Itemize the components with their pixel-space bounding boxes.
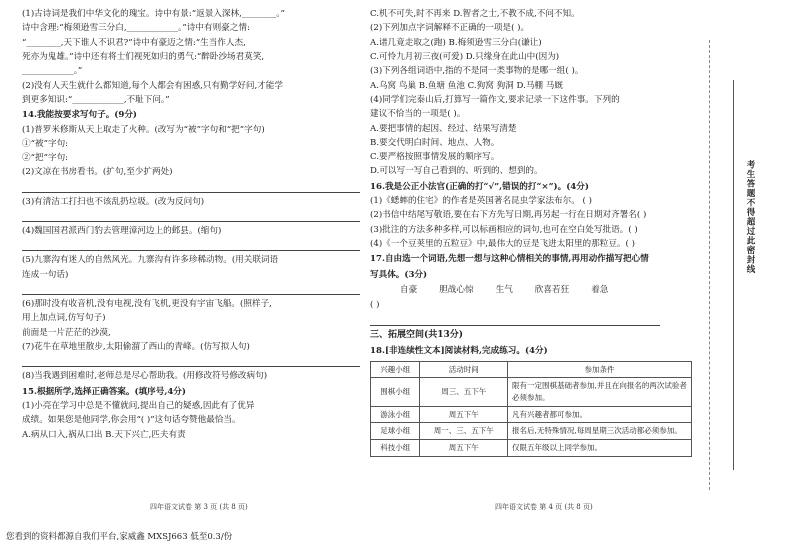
word-choice: 欣喜若狂 — [534, 284, 570, 295]
question-17-heading: 17.自由选一个词语,先想一想与这种心情相关的事情,再用动作描写把心情 — [370, 254, 649, 265]
right-column — [370, 8, 700, 457]
word-choice: 自豪 — [400, 284, 418, 295]
answer-options: C.机不可失,时不再来 D.智者之士,不教不成,不问不知。 — [370, 9, 580, 19]
table-cell: 科技小组 — [371, 439, 420, 456]
word-choice: 胆战心惊 — [439, 284, 474, 295]
sentence-item: (8)当我遇到困难时,老师总是尽心帮助我。(用修改符号修改病句) — [22, 371, 268, 382]
page-footer-left: 四年语文试卷 第 3 页 (共 8 页) — [150, 503, 248, 511]
table-cell: 周三、五下午 — [420, 378, 508, 406]
judgement-item: (3)批注的方法多种多样,可以标画相应的词句,也可在空白处写批语。( ) — [370, 224, 638, 235]
page-footer-right: 四年语文试卷 第 4 页 (共 8 页) — [495, 503, 593, 511]
seal-warning-text: 考生答题不得超过此密封线 — [745, 160, 755, 274]
table-cell: 仅限五年级以上同学参加。 — [508, 439, 692, 456]
table-cell: 游泳小组 — [371, 406, 420, 423]
table-cell: 周一、三、五下午 — [420, 423, 508, 440]
question-18-heading: 18.[非连续性文本]阅读材料,完成练习。(4分) — [370, 345, 548, 356]
question-16-heading: 16.我是公正小法官(正确的打“√”,错误的打“×”)。(4分) — [370, 181, 589, 192]
table-cell: 凡有兴趣者都可参加。 — [508, 406, 692, 423]
question-14-heading: 14.我能按要求写句子。(9分) — [22, 110, 138, 121]
text-line: 到更多知识:“____________,不耻下问。” — [22, 94, 170, 105]
sentence-item: ①“被”字句: — [22, 138, 69, 149]
binding-dashed-line — [709, 40, 710, 490]
table-row — [371, 439, 692, 456]
table-cell: 足球小组 — [371, 423, 420, 440]
question-15-heading: 15.根据所学,选择正确答案。(填序号,4分) — [22, 386, 186, 397]
question-17-heading-cont: 写具体。(3分) — [370, 269, 428, 280]
sentence-item: 用上加点词,仿写句子) — [22, 313, 106, 324]
text-line: ____________。” — [22, 66, 83, 77]
answer-options: B.要交代明白时间、地点、人物。 — [370, 137, 500, 148]
answer-blank[interactable] — [22, 210, 360, 222]
word-choice: 着急 — [591, 284, 609, 295]
sentence-item: (5)九寨沟有迷人的自然风光。九寨沟有许多珍稀动物。(用关联词语 — [22, 255, 279, 266]
table-row — [371, 423, 692, 440]
text-line: (3)下列各组词语中,指的不是同一类事物的是哪一组( )。 — [370, 66, 584, 77]
text-line: “________,天下谁人不识君?”诗中有豪迈之情:“生当作人杰, — [22, 37, 246, 48]
table-cell: 围棋小组 — [371, 378, 420, 406]
table-cell: 报名后,无特殊情况,每周星期三次活动都必须参加。 — [508, 423, 692, 440]
sentence-item: 连成一句话) — [22, 269, 69, 280]
table-header-row — [371, 361, 692, 378]
judgement-item: (1)《蟋蟀的住宅》的作者是英国著名昆虫学家法布尔。 ( ) — [370, 196, 592, 207]
sentence-item: (2)文凉在书房看书。(扩句,至少扩两处) — [22, 167, 173, 178]
answer-blank[interactable] — [22, 239, 360, 251]
answer-options: A.病从口入,祸从口出 B.天下兴亡,匹夫有责 — [22, 429, 186, 440]
text-line: 建议不恰当的一项是( )。 — [370, 109, 466, 120]
judgement-item: (4)《一个豆荚里的五粒豆》中,最伟大的豆是飞进太阳里的那粒豆。( ) — [370, 239, 635, 249]
text-line: (1)古诗词是我们中华文化的瑰宝。诗中有景:“返景入深林,________。” — [22, 9, 285, 19]
word-choice: 生气 — [495, 284, 513, 295]
sentence-item: (4)魏国国君派西门豹去管理漳河边上的邺县。(缩句) — [22, 226, 222, 237]
table-cell: 周五下午 — [420, 406, 508, 423]
text-line: 死亦为鬼雄。”诗中还有将士们视死如归的勇气:“醉卧沙场君莫笑, — [22, 51, 265, 62]
answer-options: A.乌窝 鸟巢 B.鱼塘 鱼池 C.狗窝 狗洞 D.马棚 马厩 — [370, 80, 563, 91]
word-choice-row — [370, 284, 700, 297]
word-answer-paren: ( ) — [370, 300, 380, 311]
sentence-item: 前面是一片茫茫的沙漠, — [22, 327, 111, 338]
table-cell: 限有一定围棋基础者参加,并且在向报名的两次试验者必须参加。 — [508, 378, 692, 406]
answer-options: C.可怜九月初三夜(可爱) D.只缘身在此山中(因为) — [370, 51, 560, 62]
text-line: (4)同学们完泰山后,打算写一篇作文,要求记录一下这件事。下列的 — [370, 94, 620, 105]
activity-table — [370, 361, 692, 457]
section-3-heading: 三、拓展空间(共13分) — [370, 329, 464, 340]
table-header-cell: 活动时间 — [420, 361, 508, 378]
table-row — [371, 378, 692, 406]
seal-line — [733, 80, 734, 470]
left-column — [22, 8, 360, 443]
answer-options: A.要把事情的起因、经过、结果写清楚 — [370, 123, 517, 134]
text-line: 诗中含理:“梅须逊雪三分白,____________。”诗中有则豪之情: — [22, 23, 250, 34]
text-line: 成绩。如果您是他同学,你会用“( )”这句话夸赞他最恰当。 — [22, 415, 241, 426]
sentence-item: ②“把”字句: — [22, 153, 69, 164]
sentence-item: (1)普罗米修斯从天上取走了火种。(改写为“被”字句和“把”字句) — [22, 124, 265, 135]
text-line: (2)没有人天生就什么都知道,每个人都会有困惑,只有勤学好问,才能学 — [22, 80, 283, 91]
sentence-item: (7)花牛在草地里散步,太阳偷溜了西山的青峰。(仿写拟人句) — [22, 341, 250, 352]
answer-options: C.要严格按照事情发展的顺序写。 — [370, 152, 500, 163]
table-header-cell: 参加条件 — [508, 361, 692, 378]
source-note: 您看到的资料都源自我们平台,家威鑫 MXSJ663 低至0.3/份 — [6, 532, 233, 542]
answer-blank[interactable] — [22, 283, 360, 295]
judgement-item: (2)书信中结尾写敬语,要在右下方先写日期,再另起一行在日期对齐署名( ) — [370, 210, 647, 221]
answer-blank[interactable] — [370, 314, 660, 326]
answer-blank[interactable] — [22, 355, 360, 367]
answer-options: A.诸几竟走取之(跑) B.梅须逊雪三分白(谦让) — [370, 37, 542, 48]
sentence-item: (3)有清洁工打扫也不该乱扔垃圾。(改为反问句) — [22, 196, 205, 207]
table-row — [371, 406, 692, 423]
text-line: (2)下列加点字词解释不正确的一项是( )。 — [370, 23, 530, 34]
table-cell: 周五下午 — [420, 439, 508, 456]
table-header-cell: 兴趣小组 — [371, 361, 420, 378]
answer-blank[interactable] — [22, 181, 360, 193]
sentence-item: (6)那时没有收音机,没有电视,没有飞机,更没有宇宙飞船。(照样子, — [22, 299, 272, 309]
answer-options: D.可以写一写自己看到的、听到的、想到的。 — [370, 166, 543, 177]
text-line: (1)小亮在学习中总是不懂就问,提出自己的疑惑,因此有了优异 — [22, 400, 255, 411]
